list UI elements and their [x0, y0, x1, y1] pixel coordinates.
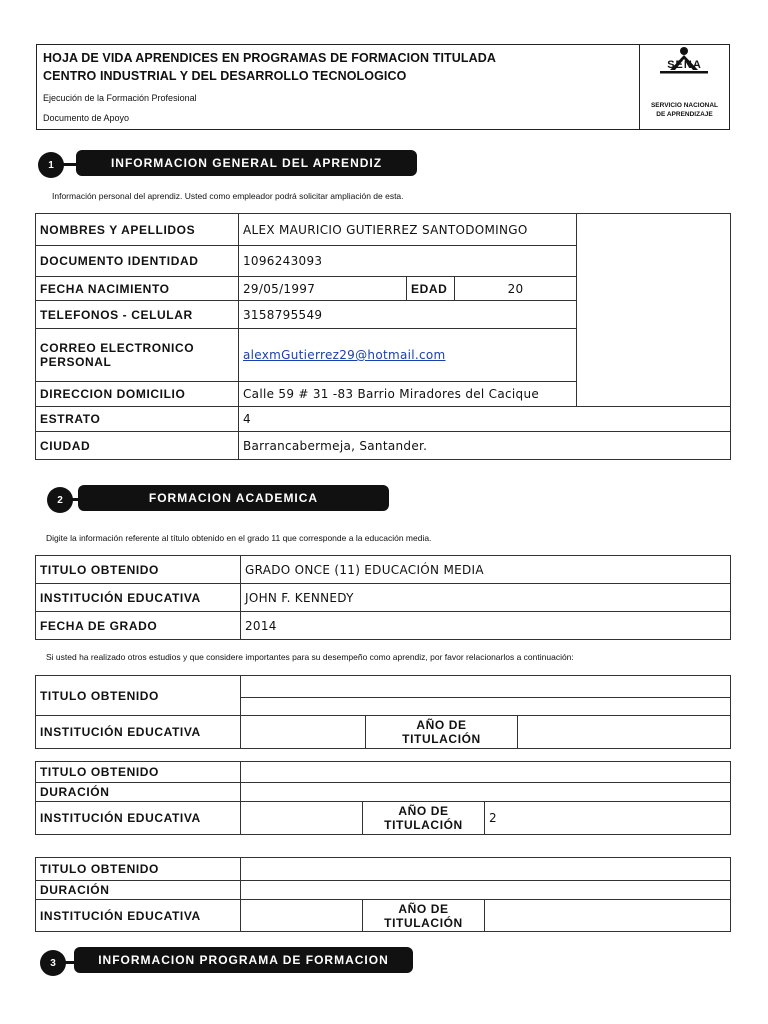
block3-institucion-label: INSTITUCIÓN EDUCATIVA [36, 900, 241, 932]
edad-label: EDAD [407, 277, 455, 301]
section1-number: 1 [38, 152, 64, 178]
other-studies-block2 [35, 761, 731, 835]
sena-logo-text: SENA [667, 59, 702, 71]
section3-number: 3 [40, 950, 66, 976]
titulo-value: GRADO ONCE (11) EDUCACIÓN MEDIA [241, 556, 731, 584]
estrato-value: 4 [239, 407, 731, 432]
block2-titulo-label: TITULO OBTENIDO [36, 762, 241, 783]
section2-note: Digite la información referente al título obtenido en el grado 11 que corresponde a la educación media. [46, 533, 432, 543]
nombres-label: NOMBRES Y APELLIDOS [36, 214, 239, 246]
documento-label: DOCUMENTO IDENTIDAD [36, 246, 239, 277]
block3-titulo-value [241, 858, 731, 881]
titulo-label: TITULO OBTENIDO [36, 556, 241, 584]
telefonos-value: 3158795549 [239, 301, 577, 329]
block1-anio-value [518, 716, 731, 749]
education-table [35, 555, 731, 640]
institucion-label: INSTITUCIÓN EDUCATIVA [36, 584, 241, 612]
block3-anio-line2: TITULACIÓN [384, 915, 463, 930]
personal-info-table [35, 213, 731, 460]
other-studies-block1 [35, 675, 731, 749]
block2-anio-value: 2 [485, 802, 731, 835]
block1-anio-line1: AÑO DE [416, 718, 467, 732]
edad-value: 20 [455, 277, 577, 301]
block1-titulo-value [241, 676, 731, 698]
documento-value: 1096243093 [239, 246, 577, 277]
fecha-nacimiento-label: FECHA NACIMIENTO [36, 277, 239, 301]
document-header [36, 44, 730, 130]
section2-title: FORMACION ACADEMICA [78, 485, 389, 511]
other-studies-block3 [35, 857, 731, 932]
sena-caption2: DE APRENDIZAJE [656, 111, 713, 118]
block1-titulo-label: TITULO OBTENIDO [36, 676, 241, 716]
email-link[interactable]: alexmGutierrez29@hotmail.com [243, 348, 446, 362]
block3-duracion-label: DURACIÓN [36, 881, 241, 900]
block3-anio-line1: AÑO DE [398, 901, 449, 916]
block1-titulo-extra [241, 698, 731, 716]
header-subtitle2: Documento de Apoyo [43, 113, 130, 123]
direccion-label: DIRECCION DOMICILIO [36, 382, 239, 407]
institucion-value: JOHN F. KENNEDY [241, 584, 731, 612]
section2-note2: Si usted ha realizado otros estudios y que considere importantes para su desempeño como aprendiz, por favor relacionarlos a continuación: [46, 652, 574, 662]
block3-anio-value [485, 900, 731, 932]
block2-duracion-label: DURACIÓN [36, 783, 241, 802]
sena-caption1: SERVICIO NACIONAL [650, 102, 719, 109]
section1-title: INFORMACION GENERAL DEL APRENDIZ [76, 150, 417, 176]
block1-anio-label [366, 716, 518, 749]
direccion-value: Calle 59 # 31 -83 Barrio Miradores del Cacique [239, 382, 577, 407]
correo-label [36, 329, 239, 382]
correo-value [239, 329, 577, 382]
section1-note: Información personal del aprendiz. Usted como empleador podrá solicitar ampliación de esta. [52, 191, 404, 201]
sena-logo [639, 45, 729, 129]
fecha-nacimiento-value: 29/05/1997 [239, 277, 407, 301]
sena-logo-icon [640, 45, 729, 99]
header-title-line1: HOJA DE VIDA APRENDICES EN PROGRAMAS DE FORMACION TITULADA [43, 51, 497, 65]
section2-number: 2 [47, 487, 73, 513]
block2-anio-line2: TITULACIÓN [384, 818, 463, 832]
block3-anio-label [363, 900, 485, 932]
block1-institucion-label: INSTITUCIÓN EDUCATIVA [36, 716, 241, 749]
block3-institucion-value [241, 900, 363, 932]
estrato-label: ESTRATO [36, 407, 239, 432]
fecha-grado-label: FECHA DE GRADO [36, 612, 241, 640]
ciudad-label: CIUDAD [36, 432, 239, 460]
block2-institucion-label: INSTITUCIÓN EDUCATIVA [36, 802, 241, 835]
block3-duracion-value [241, 881, 731, 900]
section3-title: INFORMACION PROGRAMA DE FORMACION [74, 947, 413, 973]
telefonos-label: TELEFONOS - CELULAR [36, 301, 239, 329]
correo-label-line2: PERSONAL [40, 355, 112, 369]
photo-box [577, 214, 731, 407]
block2-anio-label [363, 802, 485, 835]
fecha-grado-value: 2014 [241, 612, 731, 640]
nombres-value: ALEX MAURICIO GUTIERREZ SANTODOMINGO [239, 214, 577, 246]
block1-anio-line2: TITULACIÓN [402, 732, 481, 746]
block3-titulo-label: TITULO OBTENIDO [36, 858, 241, 881]
ciudad-value: Barrancabermeja, Santander. [239, 432, 731, 460]
header-subtitle1: Ejecución de la Formación Profesional [43, 93, 197, 103]
block2-anio-line1: AÑO DE [398, 804, 449, 818]
block2-institucion-value [241, 802, 363, 835]
block2-titulo-value [241, 762, 731, 783]
header-title-line2: CENTRO INDUSTRIAL Y DEL DESARROLLO TECNOLOGICO [43, 69, 407, 83]
block1-institucion-value [241, 716, 366, 749]
block2-duracion-value [241, 783, 731, 802]
correo-label-line1: CORREO ELECTRONICO [40, 341, 195, 355]
